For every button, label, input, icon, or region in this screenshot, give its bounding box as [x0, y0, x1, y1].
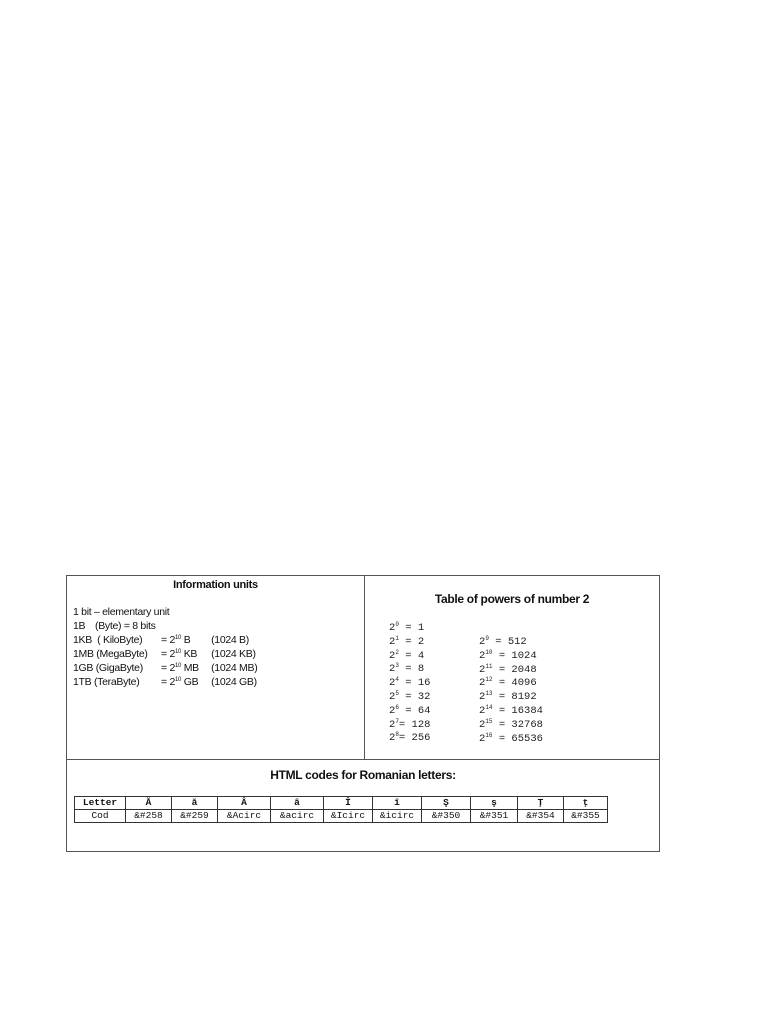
power-exponent: 14: [485, 703, 493, 711]
power-exponent: 4: [395, 676, 399, 684]
letter-cell: Ă: [126, 797, 172, 810]
power-exponent: 15: [485, 717, 493, 725]
power-value: = 128: [398, 718, 431, 731]
power-exponent: 8: [395, 731, 399, 739]
power-line: [389, 622, 430, 636]
code-cell: &#258: [126, 810, 172, 823]
information-units-title: Information units: [173, 579, 258, 591]
code-cell: &#351: [471, 810, 518, 823]
power-base: 2: [389, 732, 396, 745]
letter-cell: Ţ: [518, 797, 564, 810]
letter-cell: Â: [218, 797, 271, 810]
unit-size: (1024 GB): [211, 676, 257, 688]
letter-cell: ţ: [564, 797, 608, 810]
letters-header-row: [75, 797, 608, 810]
power-line: [389, 663, 430, 677]
power-value: = 4: [398, 649, 425, 662]
letter-cell: Ş: [422, 797, 471, 810]
information-units-list: [73, 605, 257, 689]
code-cell: &#354: [518, 810, 564, 823]
power-exponent: 1: [395, 634, 399, 642]
power-exponent: 3: [395, 662, 399, 670]
power-exponent: 12: [485, 676, 493, 684]
power-line: [479, 691, 543, 705]
power-value: = 256: [398, 732, 431, 745]
power-base: 2: [479, 691, 486, 704]
power-exponent: 9: [485, 635, 489, 642]
power-exponent: 11: [485, 662, 493, 670]
unit-size: (1024 B): [211, 634, 249, 646]
power-base: 2: [389, 663, 396, 676]
power-base: 2: [389, 718, 396, 731]
power-line: [479, 705, 543, 719]
unit-label: 1GB (GigaByte): [73, 662, 143, 674]
info-unit-line: [73, 661, 257, 675]
power-value: = 64: [398, 704, 431, 717]
power-base: 2: [479, 663, 486, 676]
code-cell: &#259: [172, 810, 218, 823]
power-value: = 32: [398, 690, 431, 703]
info-unit-line: [73, 647, 257, 661]
code-cell: &Icirc: [324, 810, 373, 823]
power-base: 2: [389, 704, 396, 717]
unit-label: 1B: [73, 620, 86, 632]
unit-equals: = 2: [161, 676, 175, 688]
code-cell: &acirc: [271, 810, 324, 823]
power-value: = 2: [398, 635, 425, 648]
power-value: = 8: [398, 663, 425, 676]
unit-label: 1TB (TeraByte): [73, 676, 140, 688]
power-line: [389, 732, 430, 746]
power-exponent: 0: [395, 621, 399, 628]
code-cell: &#355: [564, 810, 608, 823]
power-base: 2: [479, 718, 486, 731]
power-value: = 8192: [492, 691, 537, 704]
power-line: [479, 677, 543, 691]
unit-name: B: [181, 634, 191, 646]
letter-cell: ă: [172, 797, 218, 810]
power-value: = 1: [398, 622, 425, 634]
unit-exponent: 10: [175, 677, 182, 683]
unit-equals: = 2: [161, 662, 175, 674]
power-line: [479, 650, 543, 664]
power-value: = 32768: [492, 718, 543, 731]
unit-exponent: 10: [175, 635, 182, 641]
unit-label: 1KB ( KiloByte): [73, 634, 143, 646]
power-value: = 4096: [492, 677, 537, 690]
code-cell: &icirc: [373, 810, 422, 823]
unit-label: 1 bit – elementary unit: [73, 606, 170, 618]
power-exponent: 10: [485, 648, 493, 656]
unit-name: MB: [181, 662, 199, 674]
letter-cell: î: [373, 797, 422, 810]
code-cell: &#350: [422, 810, 471, 823]
power-base: 2: [479, 732, 486, 745]
unit-exponent: 10: [175, 663, 182, 669]
unit-name: KB: [181, 648, 198, 660]
power-value: = 1024: [492, 649, 537, 662]
power-exponent: 2: [395, 648, 399, 656]
power-base: 2: [479, 677, 486, 690]
power-line: [389, 705, 430, 719]
html-codes-title: HTML codes for Romanian letters:: [270, 768, 456, 782]
powers-of-two-cell: [365, 576, 659, 759]
unit-size: (1024 KB): [211, 648, 256, 660]
powers-of-two-title: Table of powers of number 2: [434, 592, 590, 606]
code-header-cell: Cod: [75, 810, 126, 823]
unit-equals: = 2: [161, 648, 175, 660]
info-unit-line: [73, 633, 257, 647]
power-exponent: 13: [485, 690, 493, 698]
reference-table: [66, 575, 660, 852]
romanian-letters-table: [74, 796, 608, 823]
power-base: 2: [389, 649, 396, 662]
unit-definition: (Byte) = 8 bits: [95, 620, 156, 632]
codes-row: [75, 810, 608, 823]
power-value: = 16384: [492, 704, 543, 717]
power-base: 2: [389, 635, 396, 648]
unit-label: 1MB (MegaByte): [73, 648, 148, 660]
info-unit-line: [73, 675, 257, 689]
power-base: 2: [479, 649, 486, 662]
power-base: 2: [389, 677, 396, 690]
info-unit-line: [73, 619, 257, 633]
power-base: 2: [389, 622, 396, 634]
power-line: [479, 636, 543, 650]
letter-cell: â: [271, 797, 324, 810]
letter-header-cell: Letter: [75, 797, 126, 810]
power-value: = 65536: [492, 732, 543, 745]
html-codes-section: [67, 760, 659, 851]
power-exponent: 7: [395, 717, 399, 725]
power-value: = 2048: [492, 663, 537, 676]
power-line: [479, 719, 543, 733]
unit-name: GB: [181, 676, 199, 688]
power-line: [389, 719, 430, 733]
power-value: = 512: [488, 636, 527, 648]
power-line: [479, 664, 543, 678]
power-line: [389, 636, 430, 650]
code-cell: &Acirc: [218, 810, 271, 823]
power-line: [389, 691, 430, 705]
unit-exponent: 10: [175, 649, 182, 655]
info-unit-line: [73, 605, 257, 619]
unit-size: (1024 MB): [211, 662, 258, 674]
power-line: [389, 677, 430, 691]
power-base: 2: [479, 636, 486, 648]
powers-right-column: [479, 636, 543, 746]
power-exponent: 16: [485, 731, 493, 739]
power-base: 2: [479, 704, 486, 717]
letter-cell: ş: [471, 797, 518, 810]
power-exponent: 6: [395, 703, 399, 711]
power-value: = 16: [398, 677, 431, 690]
unit-equals: = 2: [161, 634, 175, 646]
powers-left-column: [389, 622, 430, 746]
power-line: [479, 733, 543, 747]
information-units-cell: [67, 576, 365, 759]
power-line: [389, 650, 430, 664]
top-row: [67, 576, 659, 760]
power-exponent: 5: [395, 689, 399, 697]
letter-cell: Î: [324, 797, 373, 810]
power-base: 2: [389, 690, 396, 703]
